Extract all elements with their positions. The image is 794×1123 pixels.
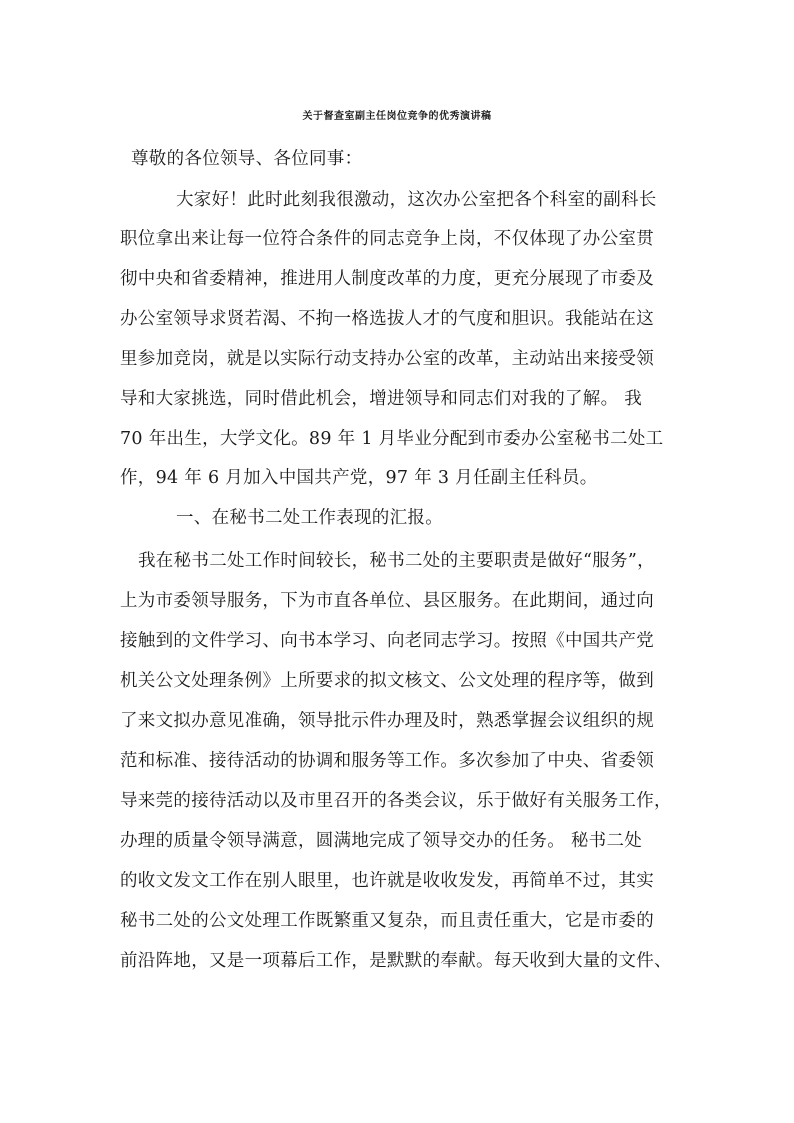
body-line: 接触到的文件学习、向书本学习、向老同志学习。按照《中国共产党	[120, 631, 654, 651]
body-line: 机关公文处理条例》上所要求的拟文核文、公文处理的程序等，做到	[120, 671, 654, 691]
body-line: 了来文拟办意见准确，领导批示件办理及时，熟悉掌握会议组织的规	[120, 711, 654, 731]
body-line: 我在秘书二处工作时间较长，秘书二处的主要职责是做好“服务”，	[138, 551, 655, 571]
body-line: 彻中央和省委精神，推进用人制度改革的力度，更充分展现了市委及	[120, 269, 654, 289]
body-line: 导来莞的接待活动以及市里召开的各类会议，乐于做好有关服务工作，	[120, 791, 672, 811]
body-line: 办公室领导求贤若渴、不拘一格选拔人才的气度和胆识。我能站在这	[120, 309, 654, 329]
body-line: 作，94 年 6 月加入中国共产党，97 年 3 月任副主任科员。	[120, 468, 598, 488]
body-line: 办理的质量令领导满意，圆满地完成了领导交办的任务。 秘书二处	[120, 831, 643, 851]
body-line: 上为市委领导服务，下为市直各单位、县区服务。在此期间，通过向	[120, 591, 654, 611]
body-line: 大家好！此时此刻我很激动，这次办公室把各个科室的副科长	[176, 190, 657, 210]
salutation-line: 尊敬的各位领导、各位同事：	[131, 149, 363, 169]
body-line: 范和标准、接待活动的协调和服务等工作。多次参加了中央、省委领	[120, 751, 654, 771]
body-line: 70 年出生，大学文化。89 年 1 月毕业分配到市委办公室秘书二处工	[120, 429, 664, 449]
body-line: 的收文发文工作在别人眼里，也许就是收收发发，再简单不过，其实	[120, 871, 654, 891]
body-line: 秘书二处的公文处理工作既繁重又复杂，而且责任重大，它是市委的	[120, 911, 654, 931]
body-line: 前沿阵地，又是一项幕后工作，是默默的奉献。每天收到大量的文件、	[120, 951, 672, 971]
section-heading: 一、在秘书二处工作表现的汇报。	[176, 508, 443, 528]
body-line: 导和大家挑选，同时借此机会，增进领导和同志们对我的了解。 我	[120, 389, 643, 409]
body-line: 职位拿出来让每一位符合条件的同志竞争上岗，不仅体现了办公室贯	[120, 229, 654, 249]
document-title: 关于督查室副主任岗位竞争的优秀演讲稿	[302, 111, 492, 122]
body-line: 里参加竞岗，就是以实际行动支持办公室的改革，主动站出来接受领	[120, 349, 654, 369]
